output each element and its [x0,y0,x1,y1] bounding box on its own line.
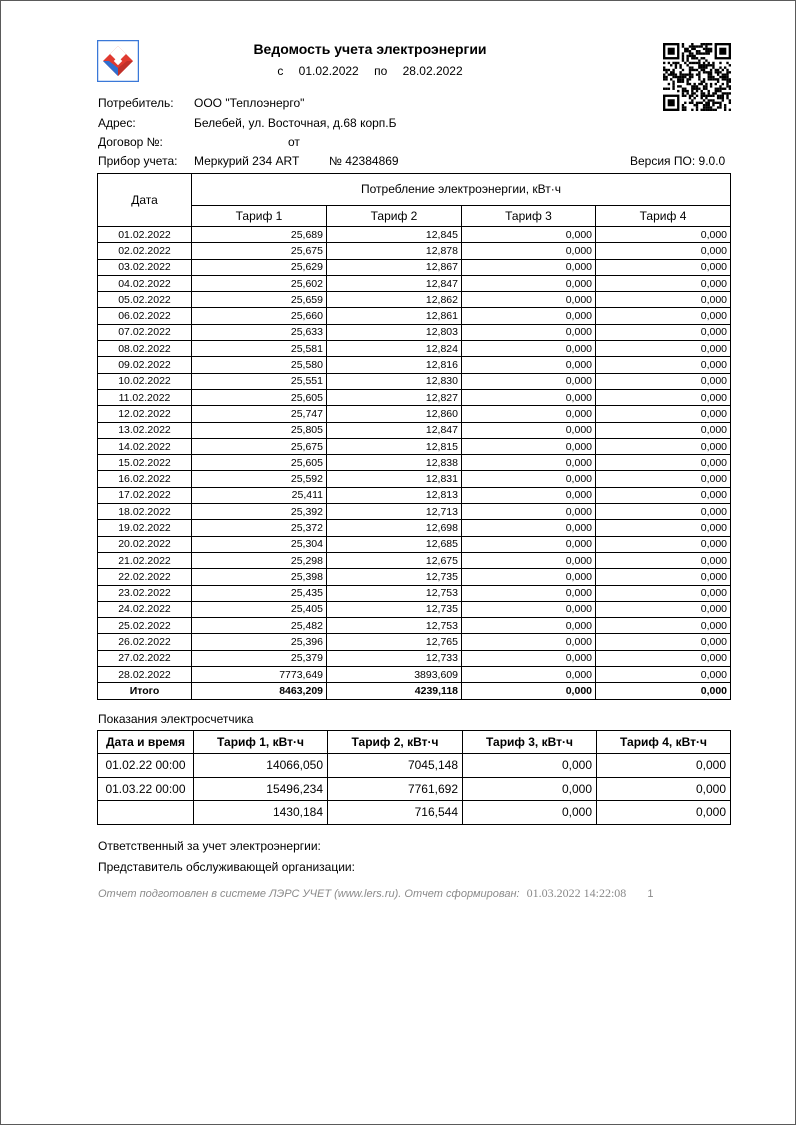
value-cell: 12,860 [327,406,462,422]
value-cell: 12,824 [327,341,462,357]
value-cell: 0,000 [596,520,731,536]
value-cell: 12,753 [327,618,462,634]
total-label: Итого [98,683,192,699]
value-cell: 0,000 [462,585,596,601]
table-row [98,324,731,340]
value-cell: 0,000 [462,406,596,422]
contract-from-label: от [288,135,300,149]
date-cell: 20.02.2022 [98,536,192,552]
date-cell: 03.02.2022 [98,259,192,275]
value-cell: 25,372 [192,520,327,536]
value-cell: 25,747 [192,406,327,422]
value-cell: 0,000 [462,341,596,357]
table-row [98,667,731,683]
value-cell: 12,861 [327,308,462,324]
table-row [98,227,731,243]
value-cell: 25,435 [192,585,327,601]
value-cell: 0,000 [596,683,731,699]
consumption-group-header: Потребление электроэнергии, кВт·ч [192,174,731,206]
value-cell: 0,000 [596,618,731,634]
value-cell: 0,000 [462,292,596,308]
value-cell: 25,675 [192,243,327,259]
value-cell: 8463,209 [192,683,327,699]
date-header: Дата [98,174,192,227]
report-footer [98,886,653,901]
date-cell: 15.02.2022 [98,455,192,471]
value-cell: 12,862 [327,292,462,308]
value-cell: 25,396 [192,634,327,650]
consumer-value: ООО "Теплоэнерго" [194,96,305,110]
date-cell: 23.02.2022 [98,585,192,601]
value-cell: 0,000 [596,667,731,683]
value-cell: 0,000 [462,357,596,373]
table-row [98,801,731,825]
date-cell: 08.02.2022 [98,341,192,357]
value-cell: 12,675 [327,552,462,568]
footer-text: Отчет подготовлен в системе ЛЭРС УЧЕТ (www.lers.ru). Отчет сформирован: [98,888,520,900]
value-cell: 3893,609 [327,667,462,683]
value-cell: 0,000 [462,634,596,650]
value-cell: 0,000 [596,601,731,617]
value-cell: 25,580 [192,357,327,373]
value-cell: 0,000 [462,504,596,520]
value-cell: 0,000 [596,585,731,601]
date-cell: 17.02.2022 [98,487,192,503]
reading-cell: 0,000 [463,777,597,801]
qr-code-icon [663,43,731,111]
period-to: 28.02.2022 [402,64,463,78]
reading-cell: 1430,184 [194,801,328,825]
value-cell: 25,675 [192,438,327,454]
value-cell: 0,000 [596,536,731,552]
value-cell: 0,000 [462,438,596,454]
reading-cell: 7761,692 [328,777,463,801]
table-row [98,601,731,617]
reading-cell: 0,000 [463,801,597,825]
value-cell: 0,000 [462,455,596,471]
tariff-header: Тариф 4 [596,205,731,226]
address-value: Белебей, ул. Восточная, д.68 корп.Б [194,116,397,130]
value-cell: 25,660 [192,308,327,324]
date-cell: 24.02.2022 [98,601,192,617]
value-cell: 12,838 [327,455,462,471]
value-cell: 12,830 [327,373,462,389]
value-cell: 12,847 [327,275,462,291]
value-cell: 12,685 [327,536,462,552]
value-cell: 0,000 [462,259,596,275]
date-cell: 21.02.2022 [98,552,192,568]
table-row [98,754,731,778]
meter-header: Тариф 3, кВт·ч [463,731,597,754]
value-cell: 0,000 [462,601,596,617]
value-cell: 0,000 [596,373,731,389]
value-cell: 0,000 [462,667,596,683]
generated-timestamp: 01.03.2022 14:22:08 [526,886,627,900]
table-row [98,373,731,389]
value-cell: 0,000 [462,471,596,487]
value-cell: 0,000 [596,341,731,357]
reading-cell: 14066,050 [194,754,328,778]
consumption-rows [98,227,731,700]
date-cell: 19.02.2022 [98,520,192,536]
value-cell: 0,000 [596,357,731,373]
value-cell: 25,304 [192,536,327,552]
meter-header: Тариф 4, кВт·ч [597,731,731,754]
contract-label: Договор №: [98,135,163,149]
value-cell: 0,000 [596,422,731,438]
representative-signature-label: Представитель обслуживающей организации: [98,860,355,874]
table-row [98,536,731,552]
value-cell: 0,000 [462,487,596,503]
value-cell: 12,735 [327,569,462,585]
table-row [98,406,731,422]
reading-cell: 7045,148 [328,754,463,778]
date-cell: 07.02.2022 [98,324,192,340]
value-cell: 12,827 [327,389,462,405]
table-row [98,243,731,259]
value-cell: 0,000 [596,471,731,487]
device-number: № 42384869 [329,154,399,168]
value-cell: 25,633 [192,324,327,340]
date-cell: 18.02.2022 [98,504,192,520]
table-row [98,259,731,275]
value-cell: 0,000 [596,406,731,422]
value-cell: 0,000 [462,422,596,438]
report-title: Ведомость учета электроэнергии [253,41,487,57]
table-row [98,438,731,454]
value-cell: 25,689 [192,227,327,243]
table-row [98,341,731,357]
value-cell: 0,000 [596,259,731,275]
table-row [98,777,731,801]
date-cell: 28.02.2022 [98,667,192,683]
value-cell: 25,551 [192,373,327,389]
date-cell: 01.02.2022 [98,227,192,243]
period-from: 01.02.2022 [298,64,359,78]
value-cell: 0,000 [462,308,596,324]
date-cell: 04.02.2022 [98,275,192,291]
software-version [630,154,725,168]
date-cell: 14.02.2022 [98,438,192,454]
value-cell: 25,581 [192,341,327,357]
value-cell: 0,000 [596,455,731,471]
value-cell: 0,000 [596,292,731,308]
tariff-header: Тариф 3 [462,205,596,226]
date-cell: 09.02.2022 [98,357,192,373]
reading-cell: 0,000 [463,754,597,778]
value-cell: 0,000 [462,373,596,389]
value-cell: 4239,118 [327,683,462,699]
value-cell: 0,000 [596,487,731,503]
value-cell: 12,815 [327,438,462,454]
value-cell: 0,000 [462,650,596,666]
table-row [98,455,731,471]
value-cell: 25,298 [192,552,327,568]
value-cell: 12,753 [327,585,462,601]
value-cell: 0,000 [596,324,731,340]
table-row [98,422,731,438]
responsible-signature-label: Ответственный за учет электроэнергии: [98,839,321,853]
table-row [98,275,731,291]
value-cell: 12,847 [327,422,462,438]
value-cell: 25,659 [192,292,327,308]
tariff-header: Тариф 2 [327,205,462,226]
value-cell: 0,000 [462,389,596,405]
value-cell: 12,878 [327,243,462,259]
value-cell: 12,867 [327,259,462,275]
value-cell: 12,845 [327,227,462,243]
consumer-label: Потребитель: [98,96,174,110]
value-cell: 0,000 [596,227,731,243]
value-cell: 12,713 [327,504,462,520]
value-cell: 0,000 [462,683,596,699]
date-cell: 12.02.2022 [98,406,192,422]
value-cell: 0,000 [462,275,596,291]
reading-cell: 0,000 [597,754,731,778]
value-cell: 0,000 [462,227,596,243]
table-row [98,471,731,487]
date-cell: 05.02.2022 [98,292,192,308]
table-row [98,569,731,585]
value-cell: 0,000 [462,569,596,585]
meter-readings-title: Показания электросчетчика [98,712,254,726]
value-cell: 7773,649 [192,667,327,683]
device-model: Меркурий 234 ART [194,154,300,168]
date-cell: 22.02.2022 [98,569,192,585]
value-cell: 25,379 [192,650,327,666]
value-cell: 25,629 [192,259,327,275]
datetime-cell: 01.02.22 00:00 [98,754,194,778]
value-cell: 12,831 [327,471,462,487]
value-cell: 25,405 [192,601,327,617]
value-cell: 0,000 [596,438,731,454]
reading-cell: 716,544 [328,801,463,825]
value-cell: 0,000 [462,618,596,634]
consumption-table [97,173,731,700]
value-cell: 25,411 [192,487,327,503]
device-label: Прибор учета: [98,154,178,168]
tariff-header: Тариф 1 [192,205,327,226]
date-cell: 02.02.2022 [98,243,192,259]
report-period [161,64,579,78]
datetime-cell: 01.03.22 00:00 [98,777,194,801]
value-cell: 0,000 [596,569,731,585]
value-cell: 0,000 [596,552,731,568]
value-cell: 25,398 [192,569,327,585]
version-value: 9.0.0 [698,154,726,168]
datetime-cell [98,801,194,825]
table-row [98,357,731,373]
table-row [98,552,731,568]
date-cell: 13.02.2022 [98,422,192,438]
value-cell: 0,000 [596,275,731,291]
meter-header: Тариф 1, кВт·ч [194,731,328,754]
company-logo-icon [97,40,139,82]
value-cell: 12,698 [327,520,462,536]
value-cell: 0,000 [462,243,596,259]
value-cell: 0,000 [596,650,731,666]
page-number: 1 [647,888,654,900]
period-from-label: с [277,64,284,78]
table-row [98,634,731,650]
value-cell: 25,602 [192,275,327,291]
value-cell: 0,000 [462,520,596,536]
value-cell: 0,000 [462,552,596,568]
value-cell: 0,000 [462,536,596,552]
date-cell: 10.02.2022 [98,373,192,389]
meter-header: Тариф 2, кВт·ч [328,731,463,754]
table-row [98,504,731,520]
value-cell: 0,000 [462,324,596,340]
value-cell: 25,392 [192,504,327,520]
value-cell: 0,000 [596,308,731,324]
table-row [98,618,731,634]
value-cell: 0,000 [596,243,731,259]
table-row [98,308,731,324]
table-row [98,487,731,503]
date-cell: 27.02.2022 [98,650,192,666]
table-row [98,585,731,601]
meter-rows [98,754,731,825]
value-cell: 0,000 [596,504,731,520]
value-cell: 25,605 [192,389,327,405]
value-cell: 25,805 [192,422,327,438]
value-cell: 12,813 [327,487,462,503]
table-row [98,520,731,536]
value-cell: 12,765 [327,634,462,650]
total-row [98,683,731,699]
period-to-label: по [374,64,388,78]
date-cell: 16.02.2022 [98,471,192,487]
date-cell: 06.02.2022 [98,308,192,324]
date-cell: 26.02.2022 [98,634,192,650]
meter-readings-table [97,730,731,825]
address-label: Адрес: [98,116,136,130]
date-cell: 25.02.2022 [98,618,192,634]
value-cell: 12,816 [327,357,462,373]
reading-cell: 0,000 [597,801,731,825]
value-cell: 25,482 [192,618,327,634]
value-cell: 12,803 [327,324,462,340]
meter-header: Дата и время [98,731,194,754]
value-cell: 0,000 [596,634,731,650]
version-label: Версия ПО: [630,154,696,168]
table-row [98,292,731,308]
reading-cell: 15496,234 [194,777,328,801]
date-cell: 11.02.2022 [98,389,192,405]
value-cell: 25,605 [192,455,327,471]
value-cell: 12,735 [327,601,462,617]
value-cell: 0,000 [596,389,731,405]
table-row [98,389,731,405]
reading-cell: 0,000 [597,777,731,801]
value-cell: 12,733 [327,650,462,666]
value-cell: 25,592 [192,471,327,487]
table-row [98,650,731,666]
